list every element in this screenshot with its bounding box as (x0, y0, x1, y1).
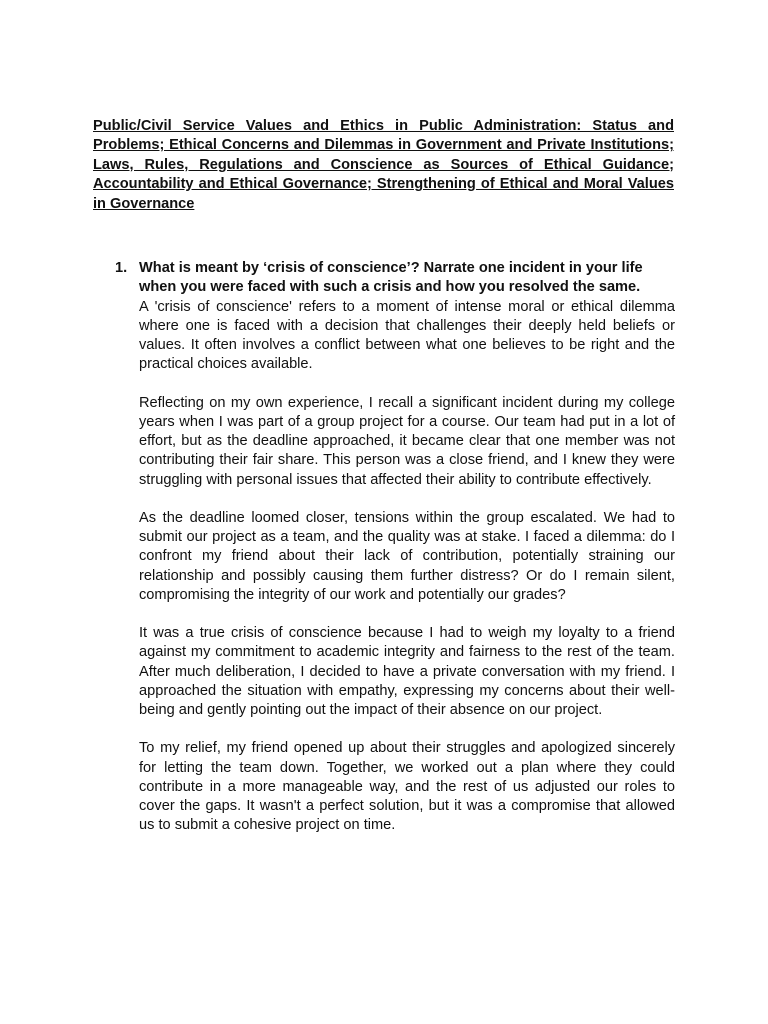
answer-paragraph: As the deadline loomed closer, tensions within the group escalated. We had to submit our project as a team, and the quality was at stake. I faced a dilemma: do I confront my friend about their lack of contribution, potentially straining our relationship and possibly causing them further distress? Or do I remain silent, compromising the integrity of our work and potentially our grades? (139, 510, 675, 603)
answer-paragraph: It was a true crisis of conscience because I had to weigh my loyalty to a friend against my commitment to academic integrity and fairness to the rest of the team. After much deliberation, I decided to have a private conversation with my friend. I approached the situation with empathy, expressing my concerns about their well-being and gently pointing out the impact of their absence on our project. (139, 625, 675, 719)
answer-paragraph: To my relief, my friend opened up about their struggles and apologized sincerely for letting the team down. Together, we worked out a plan where they could contribute in a more manageable way, and the rest of us adjusted our roles to cover the gaps. It wasn't a perfect solution, but it was a compromise that allowed us to submit a cohesive project on time. (139, 740, 675, 834)
answer-paragraph: A 'crisis of conscience' refers to a moment of intense moral or ethical dilemma where one is faced with a decision that challenges their deeply held beliefs or values. It often involves a conflict between what one believes to be right and the practical choices available. (139, 298, 675, 373)
answer-paragraph: Reflecting on my own experience, I recall a significant incident during my college years when I was part of a group project for a course. Our team had put in a lot of effort, but as the deadline approached, it became clear that one member was not contributing their fair share. This person was a close friend, and I knew they were struggling with personal issues that affected their ability to contribute effectively. (139, 394, 675, 488)
question-body (139, 259, 675, 855)
section-heading: Public/Civil Service Values and Ethics in Public Administration: Status and Problems; Ethical Concerns and Dilemmas in Government and Private Institutions; Laws, Rules, Regulations and Conscience as Sources of Ethical Guidance; Accountability and Ethical Governance; Strengthening of Ethical and Moral Values in Governance (93, 118, 674, 212)
question-number: 1. (115, 260, 128, 276)
question-text: What is meant by ‘crisis of conscience’? Narrate one incident in your life when you were faced with such a crisis and how you resolved the same. (139, 260, 643, 296)
